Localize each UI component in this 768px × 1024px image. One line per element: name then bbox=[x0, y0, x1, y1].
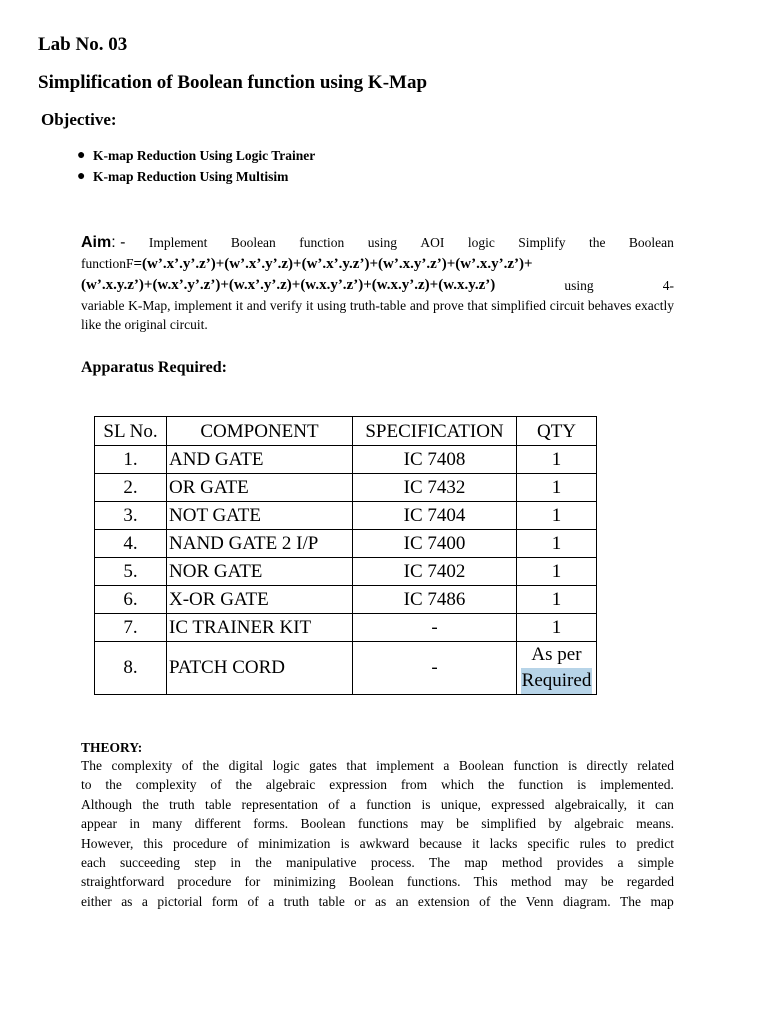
table-row: 8. PATCH CORD - As per Required bbox=[95, 642, 597, 695]
table-row: 3. NOT GATE IC 7404 1 bbox=[95, 502, 597, 530]
theory-word: digital bbox=[228, 758, 264, 773]
theory-word: is bbox=[577, 777, 587, 793]
theory-word: different bbox=[194, 816, 241, 832]
highlighted-text: Required bbox=[521, 668, 593, 694]
theory-heading: THEORY: bbox=[81, 740, 143, 755]
theory-word: of bbox=[181, 758, 194, 773]
theory-word: an bbox=[395, 893, 409, 909]
theory-word: that bbox=[346, 758, 367, 773]
theory-word: or bbox=[354, 893, 366, 909]
theory-word: functions. bbox=[406, 874, 461, 890]
theory-word: procedure bbox=[173, 835, 227, 851]
theory-word: to bbox=[615, 835, 627, 851]
theory-word: related bbox=[637, 758, 674, 773]
theory-word: However, bbox=[81, 835, 134, 851]
boolean-function: =(w’.x’.y’.z’)+(w’.x’.y’.z)+(w’.x’.y.z’)+(w’.x.y’.z’)+(w’.x.y’.z’)+ bbox=[133, 256, 533, 272]
theory-word: truth bbox=[283, 893, 310, 909]
theory-word: the bbox=[255, 855, 272, 871]
objective-list bbox=[77, 145, 315, 187]
theory-line bbox=[81, 756, 674, 775]
theory-word: function bbox=[518, 777, 564, 793]
theory-word: a bbox=[349, 796, 356, 812]
theory-word: the bbox=[142, 796, 159, 812]
theory-word: either bbox=[81, 893, 112, 909]
aim-description: variable K-Map, implement it and verify it using truth-table and prove that simplified circuit behaves exactly like the original circuit. bbox=[81, 298, 674, 332]
objective-item-text: K-map Reduction Using Logic Trainer bbox=[93, 148, 316, 163]
theory-word: appear bbox=[81, 816, 117, 832]
theory-word: a bbox=[141, 893, 148, 909]
aim-paragraph bbox=[81, 232, 674, 334]
table-row: 5. NOR GATE IC 7402 1 bbox=[95, 558, 597, 586]
theory-word: Although bbox=[81, 796, 133, 812]
theory-word: manipulative bbox=[286, 855, 357, 871]
theory-word: of bbox=[210, 777, 222, 793]
theory-word: table bbox=[204, 796, 232, 812]
theory-word: for bbox=[244, 874, 261, 890]
theory-word: simple bbox=[637, 855, 674, 871]
theory-word: unique, bbox=[440, 796, 481, 812]
lab-number-heading: Lab No. 03 bbox=[38, 34, 128, 55]
theory-line bbox=[81, 795, 674, 814]
theory-word: step bbox=[194, 855, 217, 871]
apparatus-table bbox=[94, 416, 597, 695]
theory-word: of bbox=[479, 893, 491, 909]
theory-word: Venn bbox=[525, 893, 554, 909]
list-item bbox=[77, 145, 315, 166]
theory-word: algebraic bbox=[574, 816, 624, 832]
theory-word: be bbox=[456, 816, 469, 832]
theory-word: is bbox=[340, 835, 350, 851]
theory-word: procedure bbox=[177, 874, 232, 890]
theory-word: means. bbox=[636, 816, 674, 832]
theory-line bbox=[81, 892, 674, 911]
bullet-icon: ● bbox=[77, 148, 86, 163]
theory-word: representation bbox=[241, 796, 318, 812]
table-row: 6. X-OR GATE IC 7486 1 bbox=[95, 586, 597, 614]
theory-paragraph bbox=[81, 756, 674, 911]
theory-word: provides bbox=[556, 855, 604, 871]
theory-word: the bbox=[235, 777, 253, 793]
aim-function-line-1: functionF=(w’.x’.y’.z’)+(w’.x’.y’.z)+(w’.x’.y.z’)+(w’.x.y’.z’)+(w’.x.y’.z’)+ bbox=[81, 256, 533, 272]
theory-word: is bbox=[567, 758, 577, 773]
theory-word: This bbox=[473, 874, 498, 890]
theory-word: expressed bbox=[491, 796, 545, 812]
table-row: 2. OR GATE IC 7432 1 bbox=[95, 474, 597, 502]
theory-word: minimization bbox=[258, 835, 331, 851]
theory-word: it bbox=[637, 796, 645, 812]
theory-word: in bbox=[129, 816, 140, 832]
theory-word: because bbox=[419, 835, 462, 851]
theory-word: lacks bbox=[489, 835, 518, 851]
theory-word: method bbox=[501, 855, 543, 871]
apparatus-heading: Apparatus Required: bbox=[81, 359, 227, 376]
table-row: 1. AND GATE IC 7408 1 bbox=[95, 446, 597, 474]
theory-word: the bbox=[499, 893, 517, 909]
theory-word: the bbox=[105, 777, 122, 793]
theory-word: a bbox=[268, 893, 275, 909]
theory-word: succeeding bbox=[120, 855, 181, 871]
theory-word: The bbox=[429, 855, 451, 871]
theory-word: which bbox=[440, 777, 474, 793]
qty-line-1: As per bbox=[531, 644, 582, 665]
theory-word: is bbox=[421, 796, 431, 812]
theory-word: be bbox=[600, 874, 614, 890]
aim-function-line-2: (w’.x.y.z’)+(w.x’.y’.z’)+(w.x’.y’.z)+(w.x.y’.z’)+(w.x.y’.z)+(w.x.y.z’) using 4- bbox=[81, 275, 674, 296]
theory-word: can bbox=[655, 796, 674, 812]
theory-word: as bbox=[375, 893, 387, 909]
column-header-component: COMPONENT bbox=[167, 417, 353, 446]
theory-word: from bbox=[400, 777, 428, 793]
theory-word: awkward bbox=[359, 835, 410, 851]
theory-word: process. bbox=[370, 855, 415, 871]
theory-word: diagram. bbox=[562, 893, 611, 909]
theory-word: by bbox=[548, 816, 562, 832]
theory-word: to bbox=[81, 777, 92, 793]
theory-line bbox=[81, 834, 674, 853]
theory-word: predict bbox=[636, 835, 674, 851]
theory-word: this bbox=[143, 835, 163, 851]
column-header-qty: QTY bbox=[517, 417, 597, 446]
theory-word: the bbox=[202, 758, 220, 773]
table-row: 4. NAND GATE 2 I/P IC 7400 1 bbox=[95, 530, 597, 558]
theory-word: it bbox=[472, 835, 480, 851]
theory-word: many bbox=[152, 816, 183, 832]
aim-line-1: Aim: - Implement Boolean function using AOI logic Simplify the Boolean bbox=[81, 234, 674, 251]
theory-line bbox=[81, 775, 674, 794]
column-header-sl: SL No. bbox=[95, 417, 167, 446]
theory-word: extension bbox=[417, 893, 470, 909]
theory-word: specific bbox=[527, 835, 570, 851]
theory-word: a bbox=[617, 855, 624, 871]
theory-word: function bbox=[366, 796, 412, 812]
table-row: 7. IC TRAINER KIT - 1 bbox=[95, 614, 597, 642]
theory-word: directly bbox=[586, 758, 628, 773]
aim-label: Aim: - bbox=[81, 234, 126, 251]
theory-word: forms. bbox=[253, 816, 289, 832]
objective-item-text: K-map Reduction Using Multisim bbox=[93, 169, 289, 184]
theory-word: simplified bbox=[481, 816, 536, 832]
theory-word: complexity bbox=[111, 758, 173, 773]
objective-heading: Objective: bbox=[41, 110, 117, 129]
theory-word: in bbox=[230, 855, 241, 871]
list-item bbox=[77, 166, 315, 187]
theory-word: straightforward bbox=[81, 874, 165, 890]
table-header-row bbox=[95, 417, 597, 446]
theory-word: function bbox=[513, 758, 559, 773]
column-header-specification: SPECIFICATION bbox=[353, 417, 517, 446]
theory-word: truth bbox=[169, 796, 195, 812]
theory-word: pictorial bbox=[157, 893, 203, 909]
theory-word: Boolean bbox=[458, 758, 504, 773]
theory-word: regarded bbox=[626, 874, 674, 890]
theory-word: of bbox=[247, 893, 259, 909]
boolean-function-continued: (w’.x.y.z’)+(w.x’.y’.z’)+(w.x’.y’.z)+(w.x.y’.z’)+(w.x.y’.z)+(w.x.y.z’) bbox=[81, 277, 496, 293]
theory-word: may bbox=[564, 874, 588, 890]
theory-word: expression bbox=[329, 777, 387, 793]
theory-line bbox=[81, 814, 674, 833]
theory-word: each bbox=[81, 855, 106, 871]
theory-word: implement bbox=[376, 758, 434, 773]
theory-word: of bbox=[237, 835, 249, 851]
theory-word: method bbox=[510, 874, 552, 890]
theory-word: table bbox=[318, 893, 345, 909]
theory-word: logic bbox=[272, 758, 300, 773]
theory-word: The bbox=[620, 893, 642, 909]
theory-word: a bbox=[443, 758, 450, 773]
theory-line bbox=[81, 853, 674, 872]
theory-word: map bbox=[650, 893, 674, 909]
theory-word: form bbox=[211, 893, 239, 909]
theory-word: algebraic bbox=[265, 777, 316, 793]
page-title: Simplification of Boolean function using K-Map bbox=[38, 72, 428, 93]
theory-word: rules bbox=[579, 835, 606, 851]
theory-word: Boolean bbox=[300, 816, 346, 832]
theory-word: as bbox=[121, 893, 133, 909]
theory-line bbox=[81, 872, 674, 891]
theory-word: The bbox=[81, 758, 102, 773]
theory-word: functions bbox=[357, 816, 409, 832]
theory-word: Boolean bbox=[348, 874, 394, 890]
theory-word: implemented. bbox=[600, 777, 674, 793]
theory-word: of bbox=[328, 796, 340, 812]
theory-word: complexity bbox=[135, 777, 197, 793]
theory-word: algebraically, bbox=[554, 796, 628, 812]
theory-word: map bbox=[464, 855, 488, 871]
theory-word: the bbox=[487, 777, 505, 793]
bullet-icon: ● bbox=[77, 169, 86, 184]
theory-word: minimizing bbox=[273, 874, 336, 890]
theory-word: gates bbox=[309, 758, 337, 773]
theory-word: may bbox=[420, 816, 444, 832]
